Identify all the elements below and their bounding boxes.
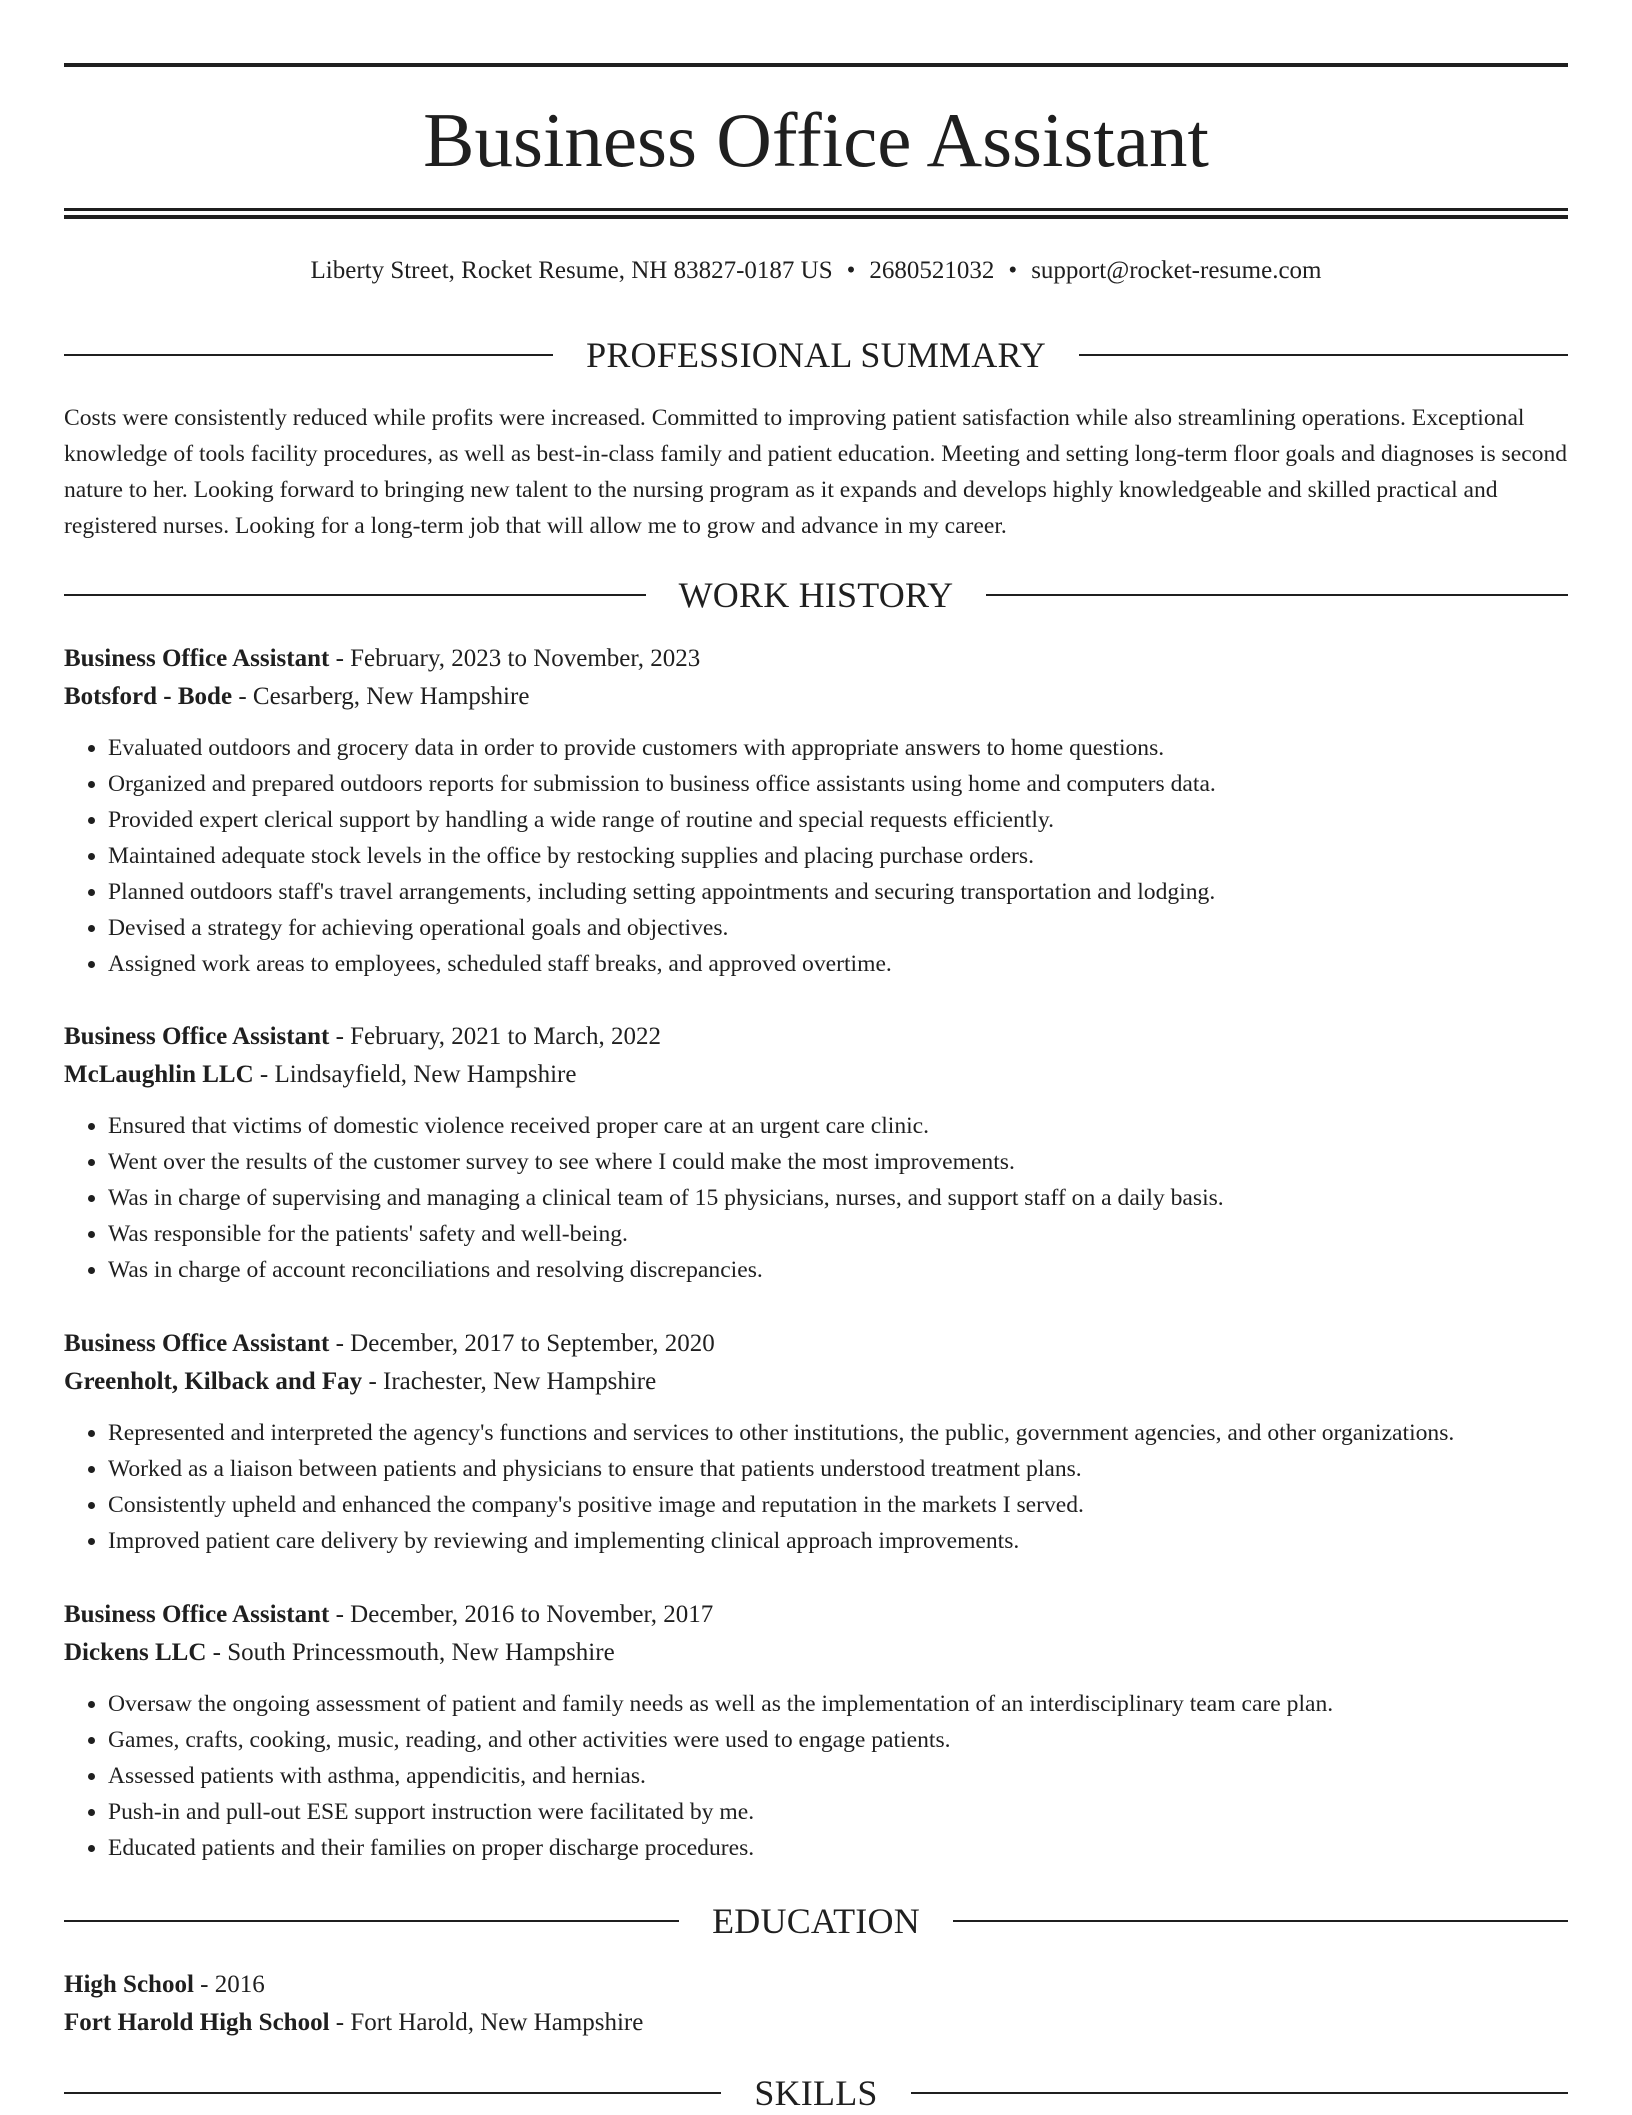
job-company-line (64, 1634, 1568, 1672)
job-entry (64, 1018, 1568, 1288)
job-bullet: • Worked as a liaison between patients and physicians to ensure that patients understood treatment plans. (108, 1451, 1568, 1487)
heading-rule (64, 1920, 679, 1922)
contact-separator: • (846, 257, 856, 284)
heading-rule (1079, 354, 1568, 356)
job-company: Botsford - Bode (64, 683, 233, 710)
job-dates: - December, 2016 to November, 2017 (329, 1601, 714, 1628)
job-dates: - February, 2021 to March, 2022 (329, 1023, 661, 1050)
section-heading-summary (64, 333, 1568, 377)
job-bullet: • Consistently upheld and enhanced the company's positive image and reputation in the markets I served. (108, 1487, 1568, 1523)
job-dates: - February, 2023 to November, 2023 (329, 645, 701, 672)
job-location: - Irachester, New Hampshire (362, 1368, 657, 1395)
education-school-line (64, 2004, 1568, 2042)
job-bullet: • Organized and prepared outdoors reports for submission to business office assistants using home and computers data. (108, 766, 1568, 802)
job-bullet: • Oversaw the ongoing assessment of patient and family needs as well as the implementation of an interdisciplinary team care plan. (108, 1686, 1568, 1722)
contact-separator: • (1008, 257, 1018, 284)
job-bullet: • Educated patients and their families on proper discharge procedures. (108, 1830, 1568, 1866)
job-title: Business Office Assistant (64, 645, 330, 672)
title-rule-lower (64, 215, 1568, 219)
job-title-line (64, 1325, 1568, 1363)
job-location: - Lindsayfield, New Hampshire (253, 1061, 577, 1088)
section-heading-work-history (64, 573, 1568, 617)
job-bullet: • Represented and interpreted the agency's functions and services to other institutions, the public, government agencies, and other organizations. (108, 1415, 1568, 1451)
contact-line (64, 253, 1568, 289)
contact-address: Liberty Street, Rocket Resume, NH 83827-0187 US (310, 257, 833, 284)
job-bullets (64, 1108, 1568, 1288)
job-company-line (64, 678, 1568, 716)
education-degree: High School (64, 1971, 194, 1998)
job-company-line (64, 1056, 1568, 1094)
section-heading-education (64, 1899, 1568, 1943)
job-title: Business Office Assistant (64, 1330, 330, 1357)
job-entry (64, 1596, 1568, 1866)
section-title: PROFESSIONAL SUMMARY (586, 335, 1046, 375)
job-bullets (64, 1686, 1568, 1866)
job-bullet: • Push-in and pull-out ESE support instruction were facilitated by me. (108, 1794, 1568, 1830)
job-bullets (64, 1415, 1568, 1559)
education-location: - Fort Harold, New Hampshire (329, 2009, 644, 2036)
job-bullets (64, 730, 1568, 982)
job-bullet: • Ensured that victims of domestic violence received proper care at an urgent care clinic. (108, 1108, 1568, 1144)
job-entry (64, 640, 1568, 982)
job-company: McLaughlin LLC (64, 1061, 254, 1088)
job-company-line (64, 1363, 1568, 1401)
summary-text: Costs were consistently reduced while profits were increased. Committed to improving patient satisfaction while also streamlining operations. Exceptional knowledge of tools facility procedures, as well as best-in-class family and patient education. Meeting and setting long-term floor goals and diagnoses is second nature to her. Looking forward to bringing new talent to the nursing program as it expands and develops highly knowledgeable and skilled practical and registered nurses. Looking for a long-term job that will allow me to grow and advance in my career. (64, 405, 1568, 539)
job-bullet: • Assessed patients with asthma, appendicitis, and hernias. (108, 1758, 1568, 1794)
heading-rule (64, 354, 553, 356)
job-bullet: • Devised a strategy for achieving operational goals and objectives. (108, 910, 1568, 946)
heading-rule (986, 594, 1568, 596)
job-bullet: • Maintained adequate stock levels in the office by restocking supplies and placing purchase orders. (108, 838, 1568, 874)
job-bullet: • Improved patient care delivery by reviewing and implementing clinical approach improvements. (108, 1523, 1568, 1559)
education-degree-line (64, 1966, 1568, 2004)
job-bullet: • Evaluated outdoors and grocery data in order to provide customers with appropriate answers to home questions. (108, 730, 1568, 766)
job-entry (64, 1325, 1568, 1559)
job-title: Business Office Assistant (64, 1023, 330, 1050)
job-title-line (64, 640, 1568, 678)
top-rule (64, 63, 1568, 67)
section-title: EDUCATION (712, 1901, 920, 1941)
job-company: Greenholt, Kilback and Fay (64, 1368, 363, 1395)
job-title-line (64, 1596, 1568, 1634)
education-entry (64, 1966, 1568, 2042)
section-title: WORK HISTORY (678, 575, 954, 615)
job-bullet: • Was responsible for the patients' safety and well-being. (108, 1216, 1568, 1252)
heading-rule (64, 594, 646, 596)
section-heading-skills (64, 2071, 1568, 2115)
job-location: - Cesarberg, New Hampshire (232, 683, 530, 710)
contact-phone: 2680521032 (869, 257, 995, 284)
job-bullet: • Was in charge of supervising and managing a clinical team of 15 physicians, nurses, and support staff on a daily basis. (108, 1180, 1568, 1216)
contact-email: support@rocket-resume.com (1031, 257, 1322, 284)
section-title: SKILLS (754, 2073, 878, 2113)
job-title-line (64, 1018, 1568, 1056)
education-school: Fort Harold High School (64, 2009, 330, 2036)
heading-rule (953, 1920, 1568, 1922)
heading-rule (911, 2092, 1568, 2094)
job-bullet: • Went over the results of the customer survey to see where I could make the most improvements. (108, 1144, 1568, 1180)
job-bullet: • Games, crafts, cooking, music, reading, and other activities were used to engage patients. (108, 1722, 1568, 1758)
job-bullet: • Planned outdoors staff's travel arrangements, including setting appointments and securing transportation and lodging. (108, 874, 1568, 910)
education-year: - 2016 (193, 1971, 265, 1998)
page-title: Business Office Assistant (423, 97, 1209, 183)
job-dates: - December, 2017 to September, 2020 (329, 1330, 715, 1357)
job-bullet: • Assigned work areas to employees, scheduled staff breaks, and approved overtime. (108, 946, 1568, 982)
heading-rule (64, 2092, 721, 2094)
job-location: - South Princessmouth, New Hampshire (206, 1639, 615, 1666)
job-company: Dickens LLC (64, 1639, 207, 1666)
job-bullet: • Provided expert clerical support by handling a wide range of routine and special requests efficiently. (108, 802, 1568, 838)
title-rule-upper (64, 208, 1568, 211)
job-title: Business Office Assistant (64, 1601, 330, 1628)
job-bullet: • Was in charge of account reconciliations and resolving discrepancies. (108, 1252, 1568, 1288)
